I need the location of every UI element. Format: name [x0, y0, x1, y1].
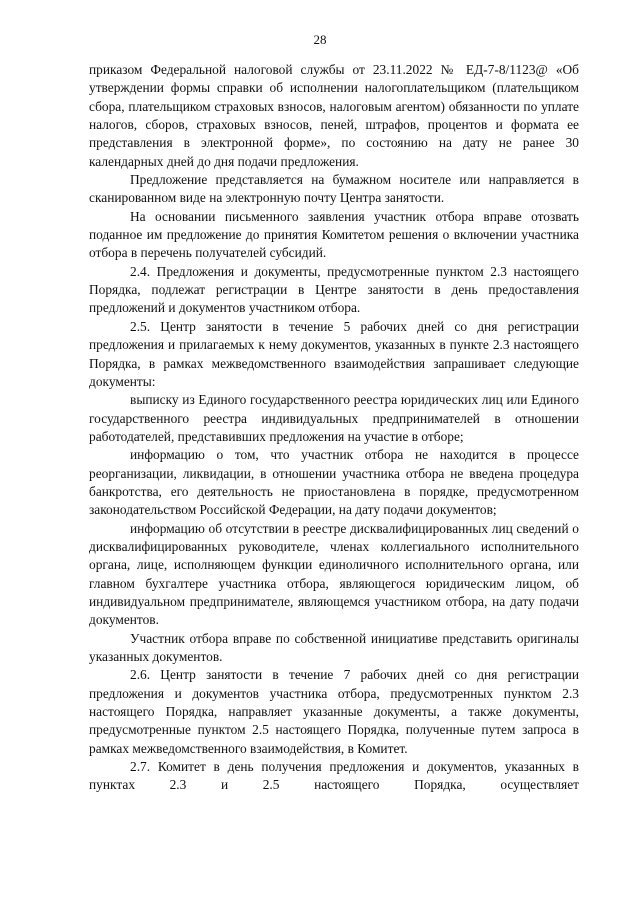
paragraph: 2.4. Предложения и документы, предусмотренные пунктом 2.3 настоящего Порядка, подлежат регистрации в Центре занятости в день предоставления предложений и документов участником отбора.	[89, 263, 579, 316]
paragraph: Участник отбора вправе по собственной инициативе представить оригиналы указанных документов.	[89, 630, 579, 664]
document-body	[89, 61, 579, 795]
paragraph: 2.5. Центр занятости в течение 5 рабочих дней со дня регистрации предложения и прилагаемых к нему документов, указанных в пункте 2.3 настоящего Порядка, в рамках межведомственного взаимодействия запрашивает следующие документы:	[89, 318, 579, 389]
paragraph: выписку из Единого государственного реестра юридических лиц или Единого государственного реестра индивидуальных предпринимателей в отношении работодателей, представивших предложения на участие в отборе;	[89, 392, 579, 444]
paragraph: Предложение представляется на бумажном носителе или направляется в сканированном виде на электронную почту Центра занятости.	[89, 172, 579, 206]
paragraph: 2.6. Центр занятости в течение 7 рабочих дней со дня регистрации предложения и документов участника отбора, предусмотренных пунктом 2.3 настоящего Порядка, направляет указанные документы, а также документы, предусмотренные пунктом 2.5 настоящего Порядка, полученные путем запроса в рамках межведомственного взаимодействия, в Комитет.	[89, 667, 579, 756]
paragraph: На основании письменного заявления участник отбора вправе отозвать поданное им предложение до принятия Комитетом решения о включении участника отбора в перечень получателей субсидий.	[89, 208, 579, 261]
paragraph: 2.7. Комитет в день получения предложения и документов, указанных в пунктах 2.3 и 2.5 настоящего Порядка, осуществляет	[89, 759, 579, 793]
page-number: 28	[313, 32, 327, 47]
paragraph: приказом Федеральной налоговой службы от 23.11.2022 № ЕД-7-8/1123@ «Об утверждении формы справки об исполнении налогоплательщиком (плательщиком сбора, плательщиком страховых взносов, налоговым агентом) обязанности по уплате налогов, сборов, страховых взносов, пеней, штрафов, процентов и формата ее представления в электронной форме», по состоянию на дату не ранее 30 календарных дней до дня подачи предложения.	[89, 62, 579, 169]
paragraph: информацию о том, что участник отбора не находится в процессе реорганизации, ликвидации, в отношении участника отбора не введена процедура банкротства, его деятельность не приостановлена в порядке, предусмотренном законодательством Российской Федерации, на дату подачи документов;	[89, 447, 579, 518]
paragraph: информацию об отсутствии в реестре дисквалифицированных лиц сведений о дисквалифицированных руководителе, членах коллегиального исполнительного органа, лице, исполняющем функции единоличного исполнительного органа, или главном бухгалтере участника отбора, являющегося юридическим лицом, об индивидуальном предпринимателе, являющемся участником отбора, на дату подачи документов.	[89, 520, 579, 628]
